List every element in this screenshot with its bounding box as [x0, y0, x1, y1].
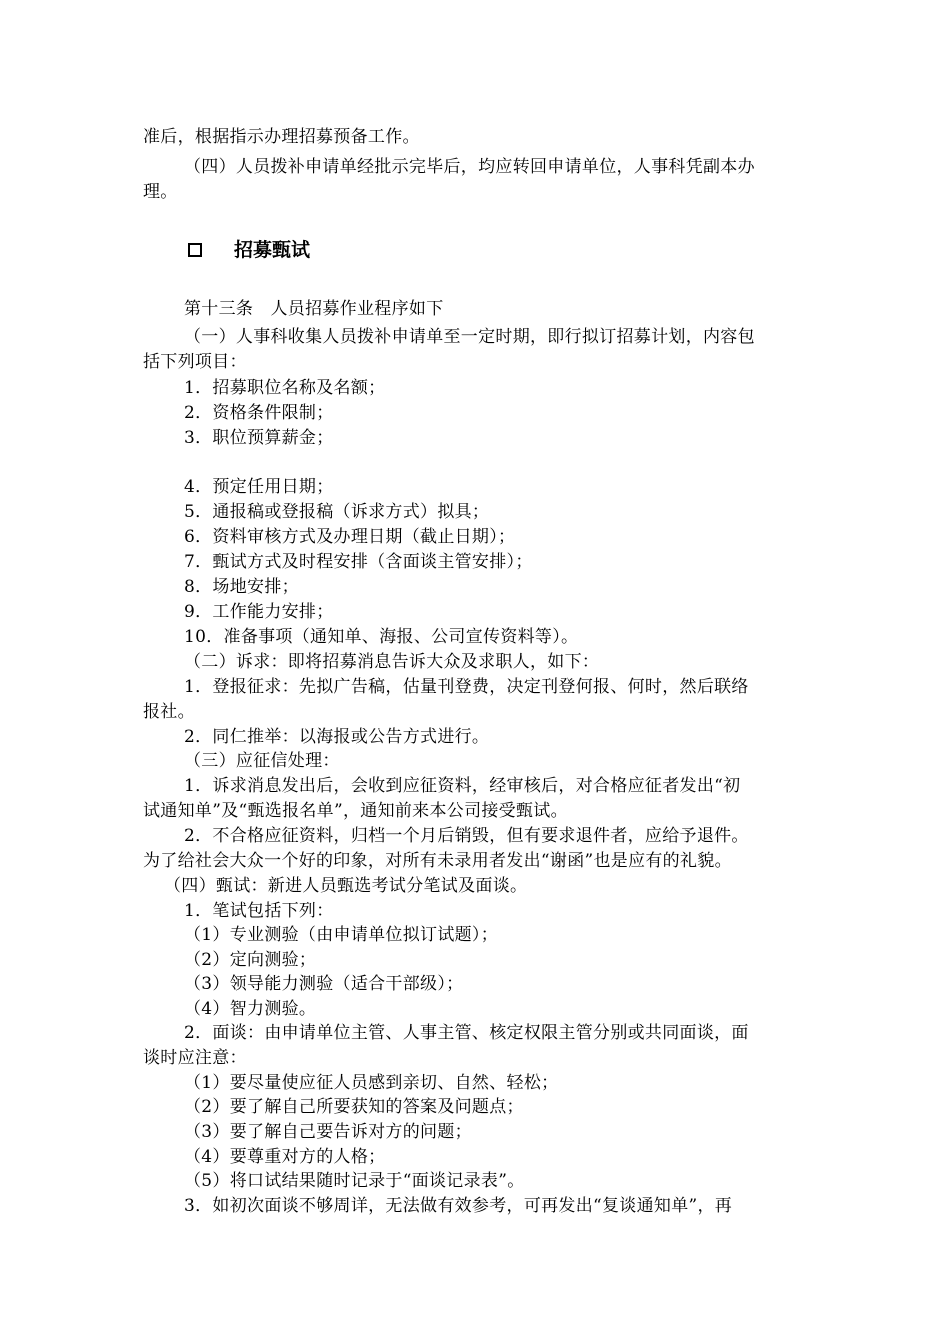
text-line: 理。	[143, 182, 178, 202]
list-item: 10．准备事项（通知单、海报、公司宣传资料等）。	[184, 627, 579, 647]
list-item: （3）要了解自己要告诉对方的问题；	[184, 1122, 472, 1142]
list-item: （1）专业测验（由申请单位拟订试题）；	[184, 925, 499, 945]
list-item: 6．资料审核方式及办理日期（截止日期）；	[184, 527, 516, 547]
text-line: 1．诉求消息发出后，会收到应征资料，经审核后，对合格应征者发出“初	[184, 776, 741, 796]
section-heading	[188, 236, 310, 264]
list-item: （1）要尽量使应征人员感到亲切、自然、轻松；	[184, 1073, 559, 1093]
list-item: 3．职位预算薪金；	[184, 428, 334, 448]
list-item: （4）智力测验。	[184, 999, 317, 1019]
text-line: 准后，根据指示办理招募预备工作。	[143, 127, 420, 147]
text-line: 2．面谈：由申请单位主管、人事主管、核定权限主管分别或共同面谈，面	[184, 1023, 749, 1043]
list-item: 5．通报稿或登报稿（诉求方式）拟具；	[184, 502, 490, 522]
list-item: （3）领导能力测验（适合干部级）；	[184, 974, 464, 994]
list-item: （4）要尊重对方的人格；	[184, 1147, 386, 1167]
text-line: 报社。	[143, 702, 195, 722]
list-item: 4．预定任用日期；	[184, 477, 334, 497]
text-line: （二）诉求：即将招募消息告诉大众及求职人，如下：	[184, 652, 600, 672]
list-item: 8．场地安排；	[184, 577, 299, 597]
text-line: 2．不合格应征资料，归档一个月后销毁，但有要求退件者，应给予退件。	[184, 826, 749, 846]
list-item: 1．招募职位名称及名额；	[184, 378, 386, 398]
text-line: 3．如初次面谈不够周详，无法做有效参考，可再发出“复谈通知单”，再	[184, 1196, 733, 1216]
list-item: 2．资格条件限制；	[184, 403, 334, 423]
article-title: 第十三条 人员招募作业程序如下	[184, 299, 444, 319]
text-line: 括下列项目：	[143, 352, 247, 372]
text-line: （四）人员拨补申请单经批示完毕后，均应转回申请单位，人事科凭副本办	[184, 157, 755, 177]
list-item: 9．工作能力安排；	[184, 602, 334, 622]
list-item: （5）将口试结果随时记录于“面谈记录表”。	[184, 1171, 525, 1191]
text-line: 2．同仁推举：以海报或公告方式进行。	[184, 727, 490, 747]
list-item: （2）定向测验；	[184, 950, 317, 970]
text-line: 谈时应注意：	[143, 1048, 247, 1068]
text-line: 1．登报征求：先拟广告稿，估量刊登费，决定刊登何报、何时，然后联络	[184, 677, 749, 697]
list-item: （2）要了解自己所要获知的答案及问题点；	[184, 1097, 524, 1117]
list-item: 7．甄试方式及时程安排（含面谈主管安排）；	[184, 552, 533, 572]
text-line: 为了给社会大众一个好的印象，对所有未录用者发出“谢函”也是应有的礼貌。	[143, 851, 732, 871]
section-heading-text: 招募甄试	[234, 239, 311, 261]
checkbox-icon	[188, 243, 202, 257]
text-line: （四）甄试：新进人员甄选考试分笔试及面谈。	[164, 876, 528, 896]
text-line: （三）应征信处理：	[184, 751, 340, 771]
text-line: 1．笔试包括下列：	[184, 901, 334, 921]
text-line: （一）人事科收集人员拨补申请单至一定时期，即行拟订招募计划，内容包	[184, 327, 755, 347]
text-line: 试通知单”及“甄选报名单”，通知前来本公司接受甄试。	[143, 801, 568, 821]
